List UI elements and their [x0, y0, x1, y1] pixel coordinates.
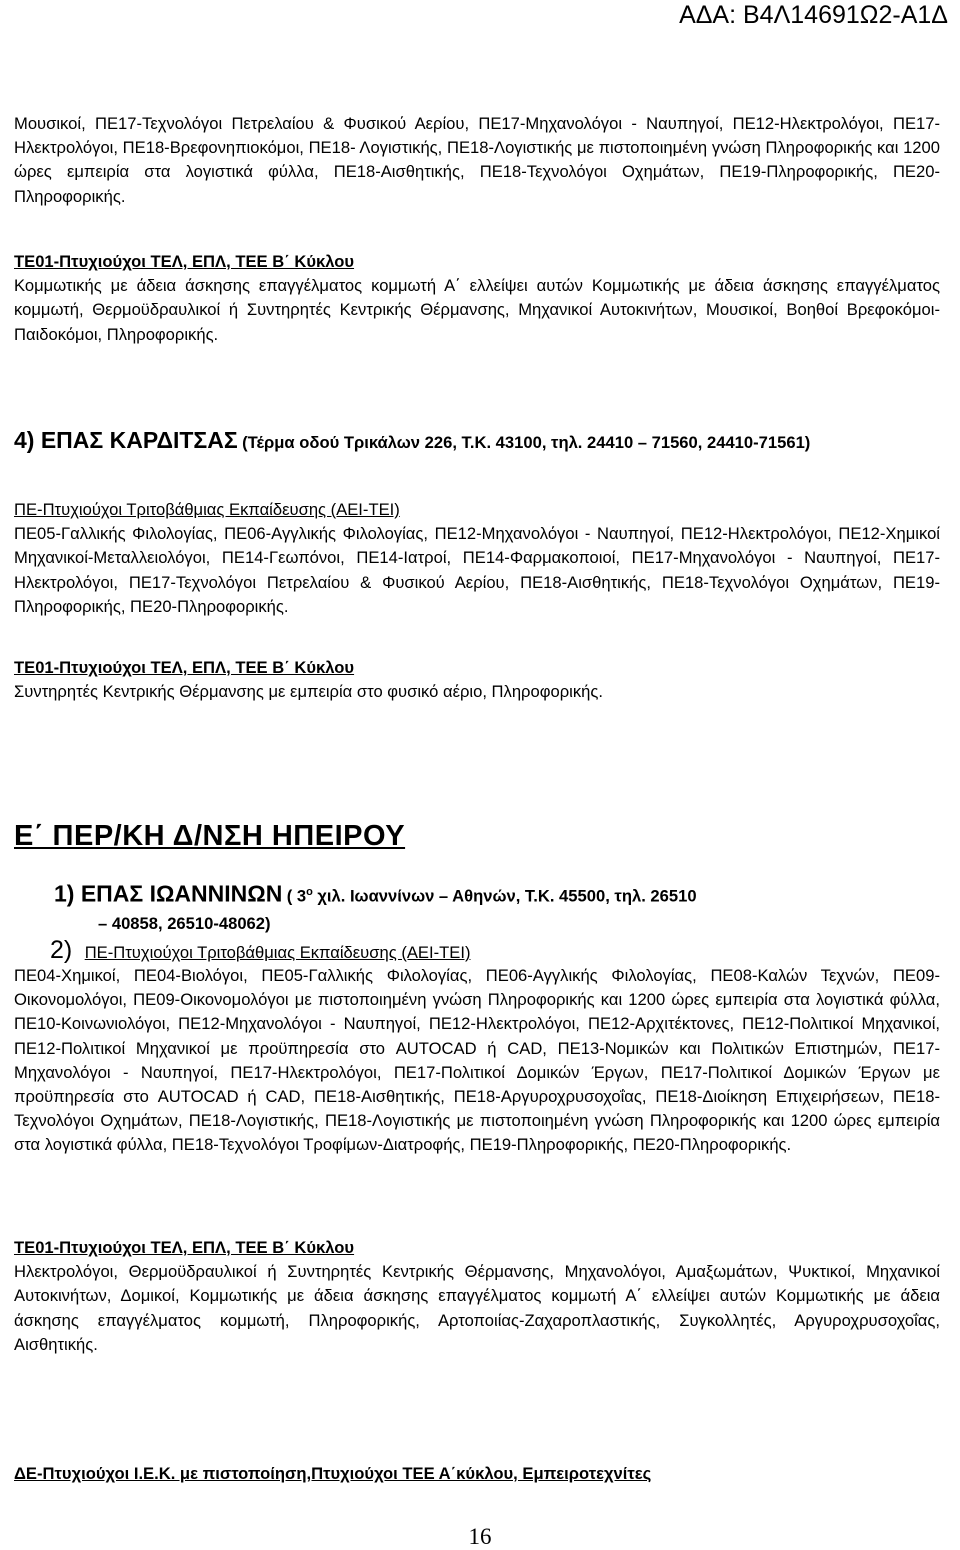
school1-address-sup: ο: [306, 886, 313, 898]
school4-title: 4) ΕΠΑΣ ΚΑΡΔΙΤΣΑΣ: [14, 427, 238, 453]
school4-pe-text: ΠΕ05-Γαλλικής Φιλολογίας, ΠΕ06-Αγγλικής Φιλολογίας, ΠΕ12-Μηχανολόγοι - Ναυπηγοί, ΠΕ12-Ηλεκτρολόγοι, ΠΕ12-Χημικοί Μηχανικοί-Μεταλλειολόγοι, ΠΕ14-Γεωπόνοι, ΠΕ14-Ιατροί, ΠΕ14-Φαρμακοποιοί, ΠΕ17-Μηχανολόγοι - Ναυπηγοί, ΠΕ17-Ηλεκτρολόγοι, ΠΕ17-Τεχνολόγοι Πετρελαίου & Φυσικού Αερίου, ΠΕ18-Αισθητικής, ΠΕ18-Τεχνολόγοι Οχημάτων, ΠΕ19-Πληροφορικής, ΠΕ20-Πληροφορικής.: [14, 524, 940, 616]
school1-pe-heading: ΠΕ-Πτυχιούχοι Τριτοβάθμιας Εκπαίδευσης (ΑΕΙ-ΤΕΙ): [84, 943, 471, 962]
intro-paragraph: Μουσικοί, ΠΕ17-Τεχνολόγοι Πετρελαίου & Φυσικού Αερίου, ΠΕ17-Μηχανολόγοι - Ναυπηγοί, ΠΕ12-Ηλεκτρολόγοι, ΠΕ17-Ηλεκτρολόγοι, ΠΕ18-Βρεφονηπιοκόμοι, ΠΕ18- Λογιστικής, ΠΕ18-Λογιστικής με πιστοποιημένη γνώση Πληροφορικής και 1200 ώρες εμπειρία στα λογιστικά φύλλα, ΠΕ18-Αισθητικής, ΠΕ18-Τεχνολόγοι Οχημάτων, ΠΕ19-Πληροφορικής, ΠΕ20-Πληροφορικής.: [14, 114, 940, 206]
school1-te: [14, 1236, 940, 1357]
section-e-title: [14, 820, 940, 853]
school4-pe-heading: ΠΕ-Πτυχιούχοι Τριτοβάθμιας Εκπαίδευσης (ΑΕΙ-ΤΕΙ): [14, 500, 400, 519]
item2-number: 2): [50, 936, 73, 964]
school4-address: (Τέρμα οδού Τρικάλων 226, Τ.Κ. 43100, τηλ. 24410 – 71560, 24410-71561): [242, 433, 811, 452]
block1: [14, 250, 940, 347]
school4-pe: [14, 498, 940, 619]
item2: [50, 936, 960, 965]
school1-te-heading: ΤΕ01-Πτυχιούχοι ΤΕΛ, ΕΠΛ, ΤΕΕ Β΄ Κύκλου: [14, 1238, 355, 1257]
school1-header: [54, 878, 836, 938]
school4-header: [14, 426, 940, 458]
de-heading-block: [14, 1462, 940, 1486]
ada-code: ΑΔΑ: Β4Λ14691Ω2-Α1Δ: [679, 1, 948, 29]
school1-pe-text: ΠΕ04-Χημικοί, ΠΕ04-Βιολόγοι, ΠΕ05-Γαλλικής Φιλολογίας, ΠΕ06-Αγγλικής Φιλολογίας, ΠΕ08-Καλών Τεχνών, ΠΕ09-Οικονομολόγοι, ΠΕ09-Οικονομολόγοι με πιστοποιημένη γνώση Πληροφορικής και 1200 ώρες εμπειρία στα λογιστικά φύλλα, ΠΕ10-Κοινωνιολόγοι, ΠΕ12-Μηχανολόγοι - Ναυπηγοί, ΠΕ12-Ηλεκτρολόγοι, ΠΕ12-Αρχιτέκτονες, ΠΕ12-Πολιτικοί Μηχανικοί, ΠΕ12-Πολιτικοί Μηχανικοί με προϋπηρεσία στο AUTOCAD ή CAD, ΠΕ13-Νομικών και Πολιτικών Επιστημών, ΠΕ17-Μηχανολόγοι - Ναυπηγοί, ΠΕ17-Ηλεκτρολόγοι, ΠΕ17-Πολιτικοί Δομικών Έργων, ΠΕ17-Πολιτικοί Δομικών Έργων με προϋπηρεσία στο AUTOCAD ή CAD, ΠΕ18-Αισθητικής, ΠΕ18-Αργυροχρυσοχοΐας, ΠΕ18-Διοίκηση Επιχειρήσεων, ΠΕ18-Τεχνολόγοι Οχημάτων, ΠΕ18-Λογιστικής, ΠΕ18-Λογιστικής με πιστοποιημένη γνώση Πληροφορικής και 1200 ώρες εμπειρία στα λογιστικά φύλλα, ΠΕ18-Τεχνολόγοι Τροφίμων-Διατροφής, ΠΕ19-Πληροφορικής, ΠΕ20-Πληροφορικής.: [14, 966, 940, 1155]
school1-address-c: – 40858, 26510-48062): [98, 914, 271, 934]
school1-address-a: ( 3: [286, 886, 307, 906]
school4-te: [14, 656, 940, 704]
page-number: 16: [468, 1524, 492, 1549]
section-e-heading: Ε΄ ΠΕΡ/ΚΗ Δ/ΝΣΗ ΗΠΕΙΡΟΥ: [14, 820, 406, 852]
school4-te-text: Συντηρητές Κεντρικής Θέρμανσης με εμπειρία στο φυσικό αέριο, Πληροφορικής.: [14, 682, 603, 702]
te01-heading: ΤΕ01-Πτυχιούχοι ΤΕΛ, ΕΠΛ, ΤΕΕ Β΄ Κύκλου: [14, 252, 355, 271]
school4-te-heading: ΤΕ01-Πτυχιούχοι ΤΕΛ, ΕΠΛ, ΤΕΕ Β΄ Κύκλου: [14, 658, 355, 677]
school1-address-b: χιλ. Ιωαννίνων – Αθηνών, Τ.Κ. 45500, τηλ. 26510: [317, 886, 697, 906]
school1-te-text: Ηλεκτρολόγοι, Θερμοϋδραυλικοί ή Συντηρητές Κεντρικής Θέρμανσης, Μηχανολόγοι, Αμαξωμάτων, Ψυκτικοί, Μηχανικοί Αυτοκινήτων, Δομικοί, Κομμωτικής με άδεια άσκησης επαγγέλματος κομμωτή Α΄ ελλείψει αυτών Κομμωτικής με άδεια άσκησης επαγγέλματος κομμωτή, Πληροφορικής, Αρτοποιίας-Ζαχαροπλαστικής, Συγκολλητές, Αργυροχρυσοχοΐας, Αισθητικής.: [14, 1262, 940, 1354]
te01-text: Κομμωτικής με άδεια άσκησης επαγγέλματος κομμωτή Α΄ ελλείψει αυτών Κομμωτικής με άδεια άσκησης επαγγέλματος κομμωτή, Θερμοϋδραυλικοί ή Συντηρητές Κεντρικής Θέρμανσης, Μηχανικοί Αυτοκινήτων, Μουσικοί, Βοηθοί Βρεφοκόμοι-Παιδοκόμοι, Πληροφορικής.: [14, 276, 940, 344]
school1-title: 1) ΕΠΑΣ ΙΩΑΝΝΙΝΩΝ: [54, 880, 283, 907]
de-heading: ΔΕ-Πτυχιούχοι Ι.Ε.Κ. με πιστοποίηση,Πτυχιούχοι ΤΕΕ Α΄κύκλου, Εμπειροτεχνίτες: [14, 1464, 652, 1483]
